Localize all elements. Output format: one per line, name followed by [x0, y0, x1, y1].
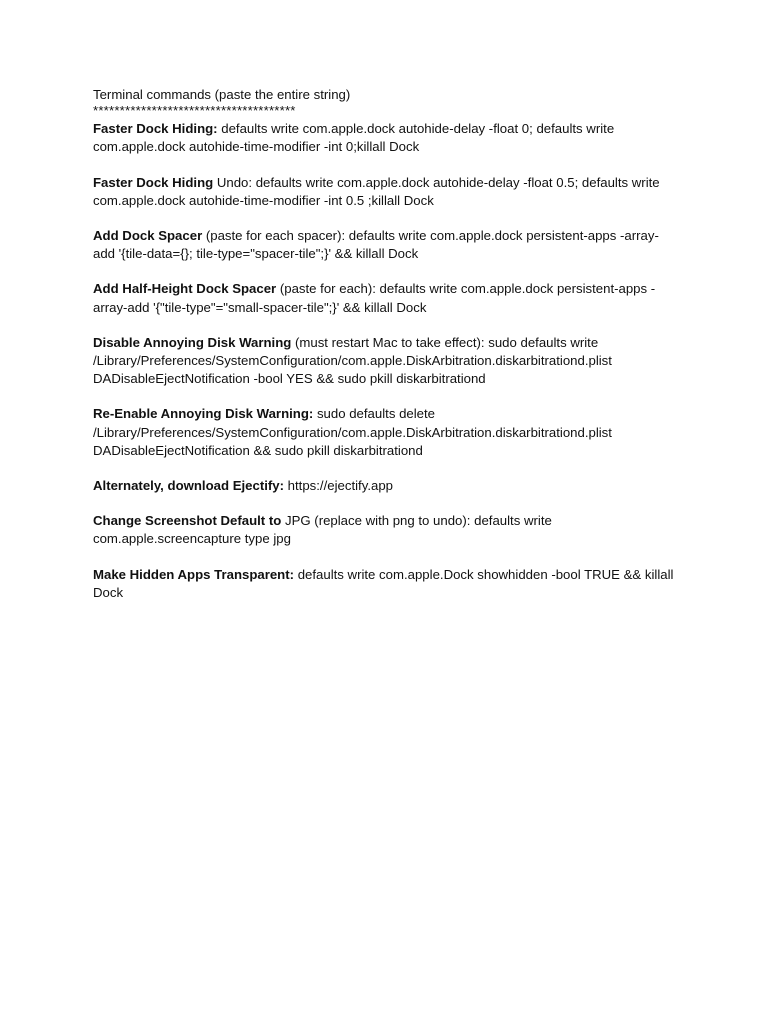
entry-add-dock-spacer — [93, 227, 678, 263]
entry-note: (paste for each): — [276, 281, 376, 297]
entry-label: Add Half-Height Dock Spacer — [93, 281, 277, 297]
entry-label: Add Dock Spacer — [93, 228, 203, 244]
entry-note: (must restart Mac to take effect): — [291, 334, 485, 350]
entry-link[interactable]: https://ejectify.app — [284, 478, 393, 494]
entry-note: JPG (replace with png to undo): — [281, 513, 471, 529]
entry-ejectify — [93, 477, 678, 495]
entry-note: (paste for each spacer): — [202, 228, 346, 244]
entry-note: Undo: — [213, 174, 253, 190]
entry-command: sudo defaults write /Library/Preferences/SystemConfiguration/com.apple.DiskArbitration.diskarbitrationd.plist DADisableEjectNotification -bool YES && sudo pkill diskarbitrationd — [93, 334, 612, 387]
entry-disable-disk-warning — [93, 334, 678, 389]
entry-add-half-height-dock-spacer — [93, 280, 678, 316]
entry-command: defaults write com.apple.dock persistent-apps -array-add '{tile-data={}; tile-type="spacer-tile";}' && killall Dock — [93, 228, 659, 262]
entry-label: Faster Dock Hiding — [93, 174, 214, 190]
entry-label: Change Screenshot Default to — [93, 513, 282, 529]
separator-line: ************************************** — [93, 104, 296, 119]
entry-command: sudo defaults delete /Library/Preferences/SystemConfiguration/com.apple.DiskArbitration.diskarbitrationd.plist DADisableEjectNotification && sudo pkill diskarbitrationd — [93, 406, 612, 458]
entry-screenshot-default — [93, 512, 678, 548]
entry-command: defaults write com.apple.dock autohide-delay -float 0.5; defaults write com.apple.dock autohide-time-modifier -int 0.5 ;killall Dock — [93, 174, 660, 208]
entry-command: defaults write com.apple.dock autohide-delay -float 0; defaults write com.apple.dock autohide-time-modifier -int 0;killall Dock — [93, 121, 615, 155]
entry-faster-dock-hiding — [93, 120, 678, 156]
entry-hidden-apps-transparent — [93, 566, 678, 602]
document-heading: Terminal commands (paste the entire string) — [93, 87, 351, 102]
entry-command: defaults write com.apple.dock persistent-apps -array-add '{"tile-type"="small-spacer-tile";}' && killall Dock — [93, 281, 656, 315]
entry-command: defaults write com.apple.screencapture type jpg — [93, 513, 552, 547]
entry-label: Faster Dock Hiding: — [93, 121, 218, 137]
entry-label: Alternately, download Ejectify: — [93, 478, 285, 494]
entry-label: Re-Enable Annoying Disk Warning: — [93, 406, 314, 422]
entry-command: defaults write com.apple.Dock showhidden -bool TRUE && killall Dock — [93, 566, 674, 600]
entry-label: Make Hidden Apps Transparent: — [93, 566, 295, 582]
document-page — [93, 86, 678, 619]
entry-label: Disable Annoying Disk Warning — [93, 334, 292, 350]
entry-faster-dock-hiding-undo — [93, 174, 678, 210]
entry-reenable-disk-warning — [93, 405, 678, 460]
